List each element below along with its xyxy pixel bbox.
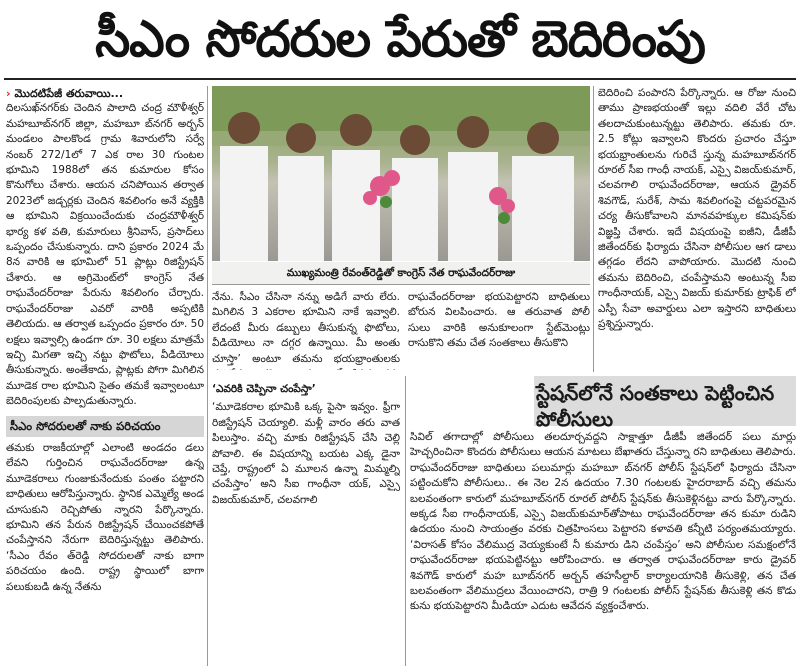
headline-rule — [4, 78, 796, 80]
box-title: స్టేషన్‌లోనే సంతకాలు పెట్టించిన పోలీసులు — [536, 381, 775, 431]
article-paragraph: నేను. సీఎం చేసినా నన్ను అడిగే వారు లేరు. మిగిలిన 3 ఎకరాల భూమిని నాకే ఇవ్వాలి. లేదంటే మీరు డబ్బులు తీసుకున్న ఫొటోలు, వీడియోలు నా దగ్గర ఉన్నాయి. మీ అంతు చూస్తా’ అంటూ తమను భయభ్రాంతులకు — [212, 291, 400, 365]
column-divider — [405, 376, 406, 666]
photo-caption: ముఖ్యమంత్రి రేవంత్‌రెడ్డితో కాంగ్రెస్ నేత రాఘవేందర్‌రాజు — [212, 262, 590, 285]
article-paragraph: రాఘవేందర్‌రాజు భయపెట్టారని బాధితులు బోరున విలపించారు. ఆ తరువాత పోలీ సులు వారికి అనుకూలంగా స్టేట్‌మెంట్లు రాసుకొని తమ చేత సంతకాలు తీసుకొని — [408, 291, 590, 350]
article-paragraph: దిలసుఖ్‌నగర్‌కు చెందిన పాలాది చంద్ర మౌళీశ్వర్ మహబూబ్‌నగర్ జిల్లా, మహబూ బ్‌నగర్ అర్బన్ మండలం పాలకొండ గ్రామ శివారులోని సర్వే నంబర్ 272/1లో 7 ఎక రాల 30 గుంటల భూమిని 1988లో తన కుమారుల కోసం కొనుగోలు చేశారు. ఆయన చనిపోయిన తర్వాత 2023లో జడ్చర్లకు చెందిన శివలింగం అనే వ్యక్తికి ఆ భూమిని విక్రయించేందుకు చంద్రమౌళీశ్వర్ భార్య కళ వతి, కుమారులు శ్రీనివాస్, ప్రసాద్‌లు ఒప్పందం చేసుకున్నారు. దాని ప్రకారం 2024 మే 8న వారికి ఆ భూమిలో 51 ప్లాట్లు రిజిస్ట్రేషన్ చేశారు. ఆ అగ్రిమెంట్‌లో కాంగ్రెస్ నేత రాఘవేందర్‌రాజు పేరును శివలింగం చేర్చారు. రాఘవేందర్‌రాజు ఎవరో వారికి అప్పటికి తెలియదు. ఆ తర్వాత ఒప్పందం ప్రకారం రూ. 50 లక్షలు ఇవ్వాల్సి ఉండగా రూ. 30 లక్షలు మాత్రమే ఇచ్చి మిగతా ఇచ్చి నట్టు ఫొటోలు, వీడియోలు తీసుకున్నారు. అంతేకాదు, ప్లాట్లకు పోగా మిగిలిన మూడెక రాల భూమిని సైతం తమకే ఇవ్వాలంటూ బెదిరింపులకు పాల్పడుతున్నారు. — [6, 102, 204, 408]
box-paragraph: సివిల్ తగాదాల్లో పోలీసులు తలదూర్చవద్దని సాక్షాత్తూ డీజీపీ జితేందర్ పలు మార్లు హెచ్చరించినా కొందరు పోలీసులు ఆయన మాటలు బేఖాతరు చేస్తున్నా రని బాధితులు తెలిపారు. రాఘవేందర్‌రాజు బాధితులు పలుమార్లు మహబూ బ్‌నగర్ పోలీస్ స్టేషన్‌లో ఫిర్యాదు చేసినా పట్టించుకోని పోలీసులు.. ఈ నెల 2న ఉదయం 7.30 గంటలకు హైదరాబాద్ వచ్చి తమను బలవంతంగా కారులో మహబూబ్‌నగర్ రూరల్ పోలీస్ స్టేషన్‌కు తీసుకెళ్లినట్టు వారు పేర్కొన్నారు. అక్కడ సీఐ గాంధీనాయక్, ఎస్సై విజయ్‌కుమార్‌తోపాటు రాఘవేందర్‌రాజు తన కుమా రుడిని ఉదయం నుంచి సాయంత్రం వరకు చిత్రహింసలు పెట్టారని కళావతి కన్నీటి పర్యంతమయ్యారు. ‘విరాసత్ కోసం వేలిముద్ర వెయ్యకుంటే నీ కుమారు డిని చంపేస్తం’ అని పోలీసుల సమక్షంలోనే రాఘవేందర్‌రాజు భయపెట్టినట్టు ఆరోపించారు. ఆ తర్వాత రాఘవేందర్‌రాజు కారు డ్రైవర్ శివగౌడ్ కారులో మహ బూబ్‌నగర్ అర్బన్ తహసీల్దార్ కార్యాలయానికి తీసుకెళ్లి, తన చేత బలవంతంగా వేలిముద్రలు వేయించారని, రాత్రి 9 గంటలకు పోలీస్ స్టేషన్‌కు తీసుకెళ్లి తన కొడు కును భయపెట్టారని మీడియా ఎదుట ఆవేదన వ్యక్తంచేశారు. — [410, 431, 796, 613]
column-1 — [6, 86, 204, 666]
column-3-top — [408, 290, 590, 370]
column-divider — [207, 86, 208, 666]
column-2-bottom — [212, 376, 400, 666]
jump-text: మొదటిపేజీ తరువాయి... — [14, 87, 124, 100]
photo-illustration — [212, 86, 590, 261]
headline: సీఎం సోదరుల పేరుతో బెదిరింపు — [95, 10, 705, 68]
subheading: సీఎం సోదరులతో నాకు పరిచయం — [6, 416, 204, 437]
continuation-label: › మొదటిపేజీ తరువాయి... — [6, 87, 124, 100]
column-2-top — [212, 290, 400, 370]
news-photo — [212, 86, 590, 261]
article-paragraph: ‘మూడెకరాల భూమికి ఒక్క పైసా ఇవ్వం. ఫ్రీగా రిజిస్ట్రేషన్ చెయ్యాలి. మళ్లీ వారం తరు వాత పిలుస్తాం. వచ్చి మాకు రిజిస్ట్రేషన్ చేసి చెల్లి పోవాలి. ఈ విషయాన్ని బయట ఎక్క డైనా చెప్తే, రాష్ట్రంలో ఏ మూలన ఉన్నా మిమ్మల్ని చంపేస్తాం’ అని సీఐ గాంధీనా యక్, ఎస్సై విజయ్‌కుమార్, చలవగాలి — [212, 401, 400, 506]
box-body — [410, 430, 796, 666]
column-4 — [598, 86, 796, 372]
column-divider — [593, 86, 594, 372]
article-paragraph: బెదిరించి పంపారని పేర్కొన్నారు. ఆ రోజు నుంచి తాము ప్రాణభయంతో ఇల్లు వదిలి వేరే చోట తలదాచుకుంటున్నట్టు తెలిపారు. తమకు రూ. 2.5 కోట్లు ఇవ్వాలని కొందరు ప్రచారం చేస్తూ భయభ్రాంతులను గురిచే స్తున్న మహబూబ్‌నగర్ రూరల్ సీఐ గాంధీ నాయక్, ఎస్సై విజయ్‌కుమార్, చలవగాలి రాఘవేందర్‌రాజు, ఆయన డ్రైవర్ శివగౌడ్, సురేశ్, సామ శివలింగంపై చట్టపరమైన చర్య తీసుకోవాలని మానవహక్కుల కమిషన్‌కు విజ్ఞప్తి చేశారు. ఇదే విషయంపై ఐజీని, డీజీపీ జితేందర్‌కు ఫిర్యాదు చేసినా పోలీసుల ఆగ డాలు తగ్గడం లేదని వాపోయారు. మొదటి నుంచి తమను బెదిరించి, చంపేస్తామని అంటున్న సీఐ గాంధీనాయక్, ఎస్సై విజయ్ కుమార్‌కు ట్రాఫిక్ లో ఎస్పీ సేవా అవార్డులు ఎలా ఇస్తారని బాధితులు ప్రశ్నిస్తున్నారు. — [598, 87, 796, 331]
article-paragraph: తమకు రాజకీయాల్లో ఎలాంటి అండదం డలు లేవని గుర్తించిన రాఘవేందర్‌రాజు ఉన్న మూడెకరాలు గుంజుకునేందుకు పంతం పట్టారని బాధితులు ఆరోపిస్తున్నారు. స్థానిక ఎమ్మెల్యే అండ చూసుకుని రెచ్చిపోతు న్నారని పేర్కొన్నారు. భూమిని తన పేరున రిజిస్ట్రేషన్ చేయించకపోతే చంపేస్తానని నేరుగా బెదిరిస్తున్నట్టు తెలిపారు. ‘సీఎం రేవం త్‌రెడ్డి సోదరులతో నాకు బాగా పరిచయం ఉంది. రాష్ట్ర స్థాయిలో బాగా పలుకుబడి ఉన్న నేతను — [6, 441, 204, 593]
quote-subheading: ‘ఎవరికి చెప్పినా చంపేస్తా’ — [212, 383, 316, 395]
